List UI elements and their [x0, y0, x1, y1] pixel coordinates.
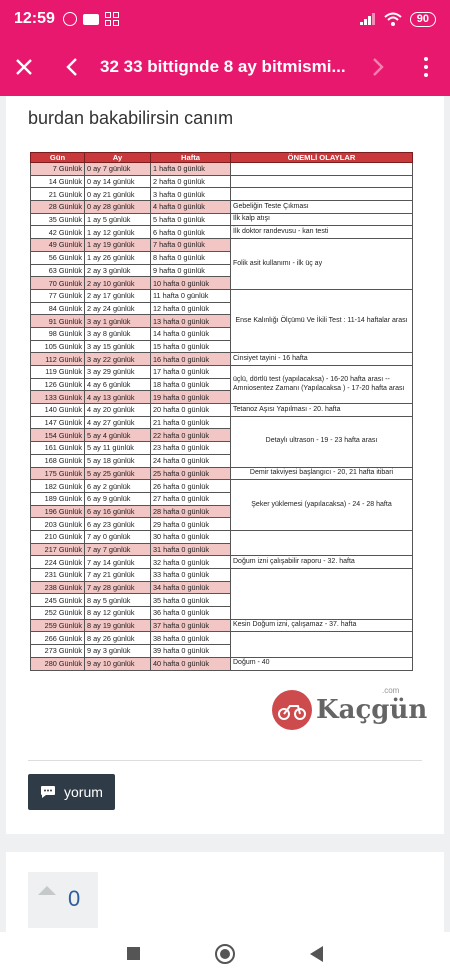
app-toolbar	[0, 38, 450, 96]
system-back-button[interactable]	[310, 946, 323, 962]
table-row	[31, 163, 413, 176]
table-cell: 6 ay 23 günlük	[85, 518, 151, 531]
table-cell: 28 Günlük	[31, 201, 85, 214]
table-cell: 39 hafta 0 günlük	[151, 645, 231, 658]
post-text: burdan bakabilirsin canım	[28, 108, 234, 128]
table-cell: 77 Günlük	[31, 289, 85, 302]
event-cell: Ense Kalınlığı Ölçümü Ve İkili Test : 11-14 haftalar arası	[231, 289, 413, 352]
table-row	[31, 416, 413, 429]
status-system-icons	[360, 12, 436, 27]
table-cell: 105 Günlük	[31, 340, 85, 353]
table-row	[31, 353, 413, 366]
event-cell: Cinsiyet tayini - 16 hafta	[231, 353, 413, 366]
table-cell: 16 hafta 0 günlük	[151, 353, 231, 366]
table-cell: 2 hafta 0 günlük	[151, 175, 231, 188]
close-icon	[15, 58, 33, 76]
table-cell: 6 ay 9 günlük	[85, 492, 151, 505]
table-cell: 7 ay 7 günlük	[85, 543, 151, 556]
table-cell: 11 hafta 0 günlük	[151, 289, 231, 302]
table-cell: 19 hafta 0 günlük	[151, 391, 231, 404]
battery-indicator: 90	[410, 12, 436, 27]
table-cell: 9 ay 3 günlük	[85, 645, 151, 658]
table-cell: 5 ay 11 günlük	[85, 442, 151, 455]
table-cell: 24 hafta 0 günlük	[151, 454, 231, 467]
table-row	[31, 569, 413, 582]
table-cell: 63 Günlük	[31, 264, 85, 277]
event-cell: Kesin Doğum izni, çalışamaz - 37. hafta	[231, 619, 413, 632]
kebab-menu-icon	[424, 57, 428, 77]
signal-icon	[360, 13, 376, 25]
table-cell: 36 hafta 0 günlük	[151, 607, 231, 620]
table-cell: 4 ay 27 günlük	[85, 416, 151, 429]
table-cell: 3 ay 8 günlük	[85, 327, 151, 340]
table-cell: 0 ay 7 günlük	[85, 163, 151, 176]
table-row	[31, 530, 413, 543]
table-cell: 8 ay 26 günlük	[85, 632, 151, 645]
table-cell: 3 ay 22 günlük	[85, 353, 151, 366]
table-cell: 133 Günlük	[31, 391, 85, 404]
table-row	[31, 239, 413, 252]
status-time: 12:59	[14, 10, 55, 27]
system-nav-bar	[0, 932, 450, 975]
wifi-icon	[384, 12, 402, 26]
back-button[interactable]	[48, 38, 96, 96]
table-cell: 1 ay 19 günlük	[85, 239, 151, 252]
table-cell: 3 ay 29 günlük	[85, 366, 151, 379]
event-cell	[231, 632, 413, 657]
forward-button[interactable]	[354, 38, 402, 96]
table-cell: 6 ay 2 günlük	[85, 480, 151, 493]
table-cell: 0 ay 28 günlük	[85, 201, 151, 214]
table-row	[31, 175, 413, 188]
table-cell: 40 hafta 0 günlük	[151, 657, 231, 670]
table-cell: 6 hafta 0 günlük	[151, 226, 231, 239]
notification-icon	[83, 14, 99, 25]
table-cell: 37 hafta 0 günlük	[151, 619, 231, 632]
table-cell: 42 Günlük	[31, 226, 85, 239]
table-cell: 0 ay 21 günlük	[85, 188, 151, 201]
page-title: 32 33 bittignde 8 ay bitmismi...	[100, 57, 346, 76]
table-cell: 13 hafta 0 günlük	[151, 315, 231, 328]
table-cell: 280 Günlük	[31, 657, 85, 670]
table-cell: 4 ay 13 günlük	[85, 391, 151, 404]
table-cell: 154 Günlük	[31, 429, 85, 442]
column-header: Ay	[85, 153, 151, 163]
table-cell: 7 ay 14 günlük	[85, 556, 151, 569]
table-cell: 31 hafta 0 günlük	[151, 543, 231, 556]
table-cell: 112 Günlük	[31, 353, 85, 366]
event-cell	[231, 188, 413, 201]
watermark-logo	[272, 686, 428, 730]
vote-card	[6, 852, 444, 932]
vote-box	[28, 872, 98, 928]
chevron-right-icon	[371, 57, 385, 77]
table-row	[31, 480, 413, 493]
table-cell: 7 ay 0 günlük	[85, 530, 151, 543]
table-cell: 9 ay 10 günlük	[85, 657, 151, 670]
table-cell: 238 Günlük	[31, 581, 85, 594]
post-card	[6, 96, 444, 834]
table-row	[31, 366, 413, 379]
table-cell: 9 hafta 0 günlük	[151, 264, 231, 277]
table-cell: 25 hafta 0 günlük	[151, 467, 231, 480]
watermark-suffix: .com	[382, 686, 400, 695]
table-cell: 3 ay 1 günlük	[85, 315, 151, 328]
event-cell: İlk kalp atışı	[231, 213, 413, 226]
event-cell	[231, 175, 413, 188]
table-cell: 6 ay 16 günlük	[85, 505, 151, 518]
table-cell: 26 hafta 0 günlük	[151, 480, 231, 493]
table-cell: 4 ay 20 günlük	[85, 404, 151, 417]
table-row	[31, 201, 413, 214]
table-row	[31, 467, 413, 480]
table-cell: 35 Günlük	[31, 213, 85, 226]
table-cell: 273 Günlük	[31, 645, 85, 658]
table-cell: 5 ay 4 günlük	[85, 429, 151, 442]
table-cell: 7 hafta 0 günlük	[151, 239, 231, 252]
table-cell: 15 hafta 0 günlük	[151, 340, 231, 353]
table-row	[31, 226, 413, 239]
table-cell: 217 Günlük	[31, 543, 85, 556]
table-cell: 2 ay 3 günlük	[85, 264, 151, 277]
comment-button-label: yorum	[64, 784, 103, 800]
table-cell: 2 ay 17 günlük	[85, 289, 151, 302]
table-cell: 22 hafta 0 günlük	[151, 429, 231, 442]
table-cell: 2 ay 24 günlük	[85, 302, 151, 315]
table-cell: 126 Günlük	[31, 378, 85, 391]
upvote-button[interactable]	[38, 886, 56, 895]
table-cell: 210 Günlük	[31, 530, 85, 543]
event-cell: Şeker yüklemesi (yapılacaksa) - 24 - 28 hafta	[231, 480, 413, 531]
table-cell: 12 hafta 0 günlük	[151, 302, 231, 315]
table-cell: 84 Günlük	[31, 302, 85, 315]
table-cell: 231 Günlük	[31, 569, 85, 582]
table-cell: 98 Günlük	[31, 327, 85, 340]
table-cell: 33 hafta 0 günlük	[151, 569, 231, 582]
table-header-row	[31, 153, 413, 163]
table-row	[31, 632, 413, 645]
comment-button[interactable]	[28, 774, 115, 810]
table-cell: 161 Günlük	[31, 442, 85, 455]
table-cell: 5 ay 18 günlük	[85, 454, 151, 467]
table-cell: 18 hafta 0 günlük	[151, 378, 231, 391]
qr-icon	[105, 12, 119, 26]
table-cell: 8 hafta 0 günlük	[151, 251, 231, 264]
table-cell: 203 Günlük	[31, 518, 85, 531]
table-cell: 29 hafta 0 günlük	[151, 518, 231, 531]
event-cell: Doğum izni çalışabilir raporu - 32. hafta	[231, 556, 413, 569]
event-cell: İlk doktor randevusu - kan testi	[231, 226, 413, 239]
table-cell: 1 ay 12 günlük	[85, 226, 151, 239]
table-cell: 1 hafta 0 günlük	[151, 163, 231, 176]
column-header: Gün	[31, 153, 85, 163]
table-cell: 4 hafta 0 günlük	[151, 201, 231, 214]
table-row	[31, 213, 413, 226]
table-cell: 0 ay 14 günlük	[85, 175, 151, 188]
table-row	[31, 188, 413, 201]
vote-count: 0	[68, 886, 81, 911]
more-options-button[interactable]	[402, 38, 450, 96]
divider	[28, 760, 422, 761]
table-cell: 7 ay 21 günlük	[85, 569, 151, 582]
event-cell: Tetanoz Aşısı Yapılması - 20. hafta	[231, 404, 413, 417]
table-row	[31, 619, 413, 632]
event-cell	[231, 530, 413, 555]
table-cell: 1 ay 26 günlük	[85, 251, 151, 264]
table-cell: 168 Günlük	[31, 454, 85, 467]
table-row	[31, 404, 413, 417]
table-cell: 259 Günlük	[31, 619, 85, 632]
table-cell: 23 hafta 0 günlük	[151, 442, 231, 455]
table-cell: 3 ay 15 günlük	[85, 340, 151, 353]
chevron-left-icon	[65, 57, 79, 77]
event-cell: Gebeliğin Teste Çıkması	[231, 201, 413, 214]
table-cell: 70 Günlük	[31, 277, 85, 290]
table-cell: 2 ay 10 günlük	[85, 277, 151, 290]
table-cell: 147 Günlük	[31, 416, 85, 429]
table-cell: 189 Günlük	[31, 492, 85, 505]
event-cell: Demir takviyesi başlangıcı - 20, 21 hafta itibari	[231, 467, 413, 480]
table-cell: 28 hafta 0 günlük	[151, 505, 231, 518]
table-cell: 34 hafta 0 günlük	[151, 581, 231, 594]
event-cell: Detaylı ultrason - 19 - 23 hafta arası	[231, 416, 413, 467]
table-cell: 140 Günlük	[31, 404, 85, 417]
table-cell: 175 Günlük	[31, 467, 85, 480]
table-cell: 32 hafta 0 günlük	[151, 556, 231, 569]
table-cell: 91 Günlük	[31, 315, 85, 328]
table-cell: 49 Günlük	[31, 239, 85, 252]
table-cell: 119 Günlük	[31, 366, 85, 379]
table-cell: 35 hafta 0 günlük	[151, 594, 231, 607]
table-row	[31, 657, 413, 670]
watermark-text: Kaçgün	[316, 695, 428, 725]
chat-bubble-icon	[40, 785, 56, 799]
table-cell: 14 hafta 0 günlük	[151, 327, 231, 340]
motorbike-logo-icon	[272, 690, 312, 730]
table-cell: 21 hafta 0 günlük	[151, 416, 231, 429]
table-cell: 196 Günlük	[31, 505, 85, 518]
table-cell: 38 hafta 0 günlük	[151, 632, 231, 645]
table-cell: 14 Günlük	[31, 175, 85, 188]
event-cell	[231, 569, 413, 620]
table-cell: 5 ay 25 günlük	[85, 467, 151, 480]
table-cell: 5 hafta 0 günlük	[151, 213, 231, 226]
table-cell: 245 Günlük	[31, 594, 85, 607]
table-cell: 20 hafta 0 günlük	[151, 404, 231, 417]
table-row	[31, 289, 413, 302]
table-cell: 7 ay 28 günlük	[85, 581, 151, 594]
table-cell: 21 Günlük	[31, 188, 85, 201]
table-cell: 4 ay 6 günlük	[85, 378, 151, 391]
column-header: Hafta	[151, 153, 231, 163]
event-cell: Folik asit kullanımı - ilk üç ay	[231, 239, 413, 290]
table-cell: 30 hafta 0 günlük	[151, 530, 231, 543]
table-cell: 224 Günlük	[31, 556, 85, 569]
status-bar	[0, 0, 450, 38]
recent-apps-button[interactable]	[127, 947, 140, 960]
table-cell: 7 Günlük	[31, 163, 85, 176]
table-cell: 1 ay 5 günlük	[85, 213, 151, 226]
table-cell: 10 hafta 0 günlük	[151, 277, 231, 290]
table-cell: 8 ay 12 günlük	[85, 607, 151, 620]
pregnancy-table	[30, 152, 413, 671]
table-cell: 3 hafta 0 günlük	[151, 188, 231, 201]
table-cell: 252 Günlük	[31, 607, 85, 620]
table-cell: 266 Günlük	[31, 632, 85, 645]
table-cell: 8 ay 19 günlük	[85, 619, 151, 632]
table-cell: 182 Günlük	[31, 480, 85, 493]
home-button[interactable]	[215, 944, 235, 964]
table-cell: 56 Günlük	[31, 251, 85, 264]
alarm-icon	[63, 12, 77, 26]
column-header: ÖNEMLİ OLAYLAR	[231, 153, 413, 163]
close-button[interactable]	[0, 38, 48, 96]
table-row	[31, 556, 413, 569]
event-cell: üçlü, dörtlü test (yapılacaksa) - 16-20 hafta arası -- Amniosentez Zamanı (Yapılacaksa ) - 17-20 hafta arası	[231, 366, 413, 404]
table-cell: 17 hafta 0 günlük	[151, 366, 231, 379]
status-notification-icons	[63, 12, 119, 26]
table-cell: 8 ay 5 günlük	[85, 594, 151, 607]
table-cell: 27 hafta 0 günlük	[151, 492, 231, 505]
event-cell	[231, 163, 413, 176]
event-cell: Doğum - 40	[231, 657, 413, 670]
pregnancy-calendar-image	[30, 152, 428, 725]
